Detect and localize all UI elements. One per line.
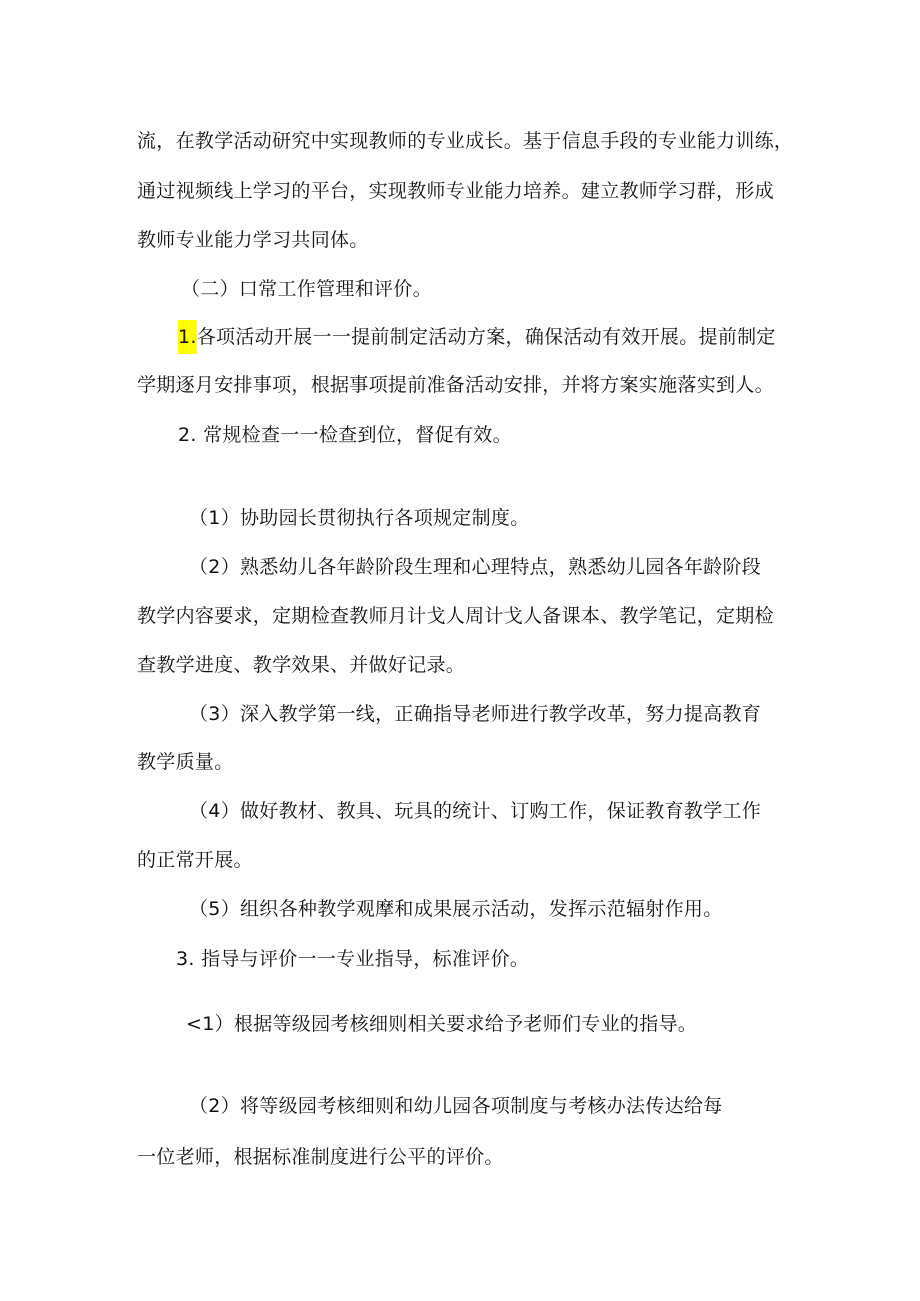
paragraph-line: 流，在教学活动研究中实现教师的专业成长。基于信息手段的专业能力训练，	[137, 130, 794, 152]
sub-item-2: （2）熟悉幼儿各年龄阶段生理和心理特点，熟悉幼儿园各年龄阶段	[189, 556, 762, 578]
highlighted-number: 1.	[178, 320, 197, 354]
paragraph-line: 通过视频线上学习的平台，实现教师专业能力培养。建立教师学习群，形成	[137, 180, 774, 202]
paragraph-line: 教学质量。	[137, 751, 234, 773]
paragraph-line: 的正常开展。	[137, 849, 253, 871]
sub-item-3-2: （2）将等级园考核细则和幼儿园各项制度与考核办法传达给每	[189, 1095, 723, 1117]
sub-item-1: （1）协助园长贯彻执行各项规定制度。	[189, 507, 530, 529]
paragraph-line: 学期逐月安排事项，根据事项提前准备活动安排，并将方案实施落实到人。	[137, 374, 774, 396]
paragraph-line: 教师专业能力学习共同体。	[137, 229, 369, 251]
list-item-text: 各项活动开展一一提前制定活动方案，确保活动有效开展。提前制定	[196, 326, 776, 348]
sub-item-5: （5）组织各种教学观摩和成果展示活动，发挥示范辐射作用。	[189, 898, 723, 920]
sub-item-4: （4）做好教材、教具、玩具的统计、订购工作，保证教育教学工作	[189, 800, 762, 822]
section-heading: （二）口常工作管理和评价。	[181, 278, 432, 300]
list-item-2: 2. 常规检查一一检查到位，督促有效。	[178, 424, 512, 446]
list-item-3: 3. 指导与评价一一专业指导，标准评价。	[176, 948, 530, 970]
sub-item-3-1: <1）根据等级园考核细则相关要求给予老师们专业的指导。	[186, 1013, 698, 1035]
list-item-1	[178, 324, 776, 350]
sub-item-3: （3）深入教学第一线，正确指导老师进行教学改革，努力提高教育	[189, 703, 762, 725]
paragraph-line: 一位老师，根据标准制度进行公平的评价。	[137, 1146, 504, 1168]
paragraph-line: 教学内容要求，定期检查教师月计戈人周计戈人备课本、教学笔记，定期检	[137, 605, 774, 627]
paragraph-line: 查教学进度、教学效果、并做好记录。	[137, 654, 466, 676]
